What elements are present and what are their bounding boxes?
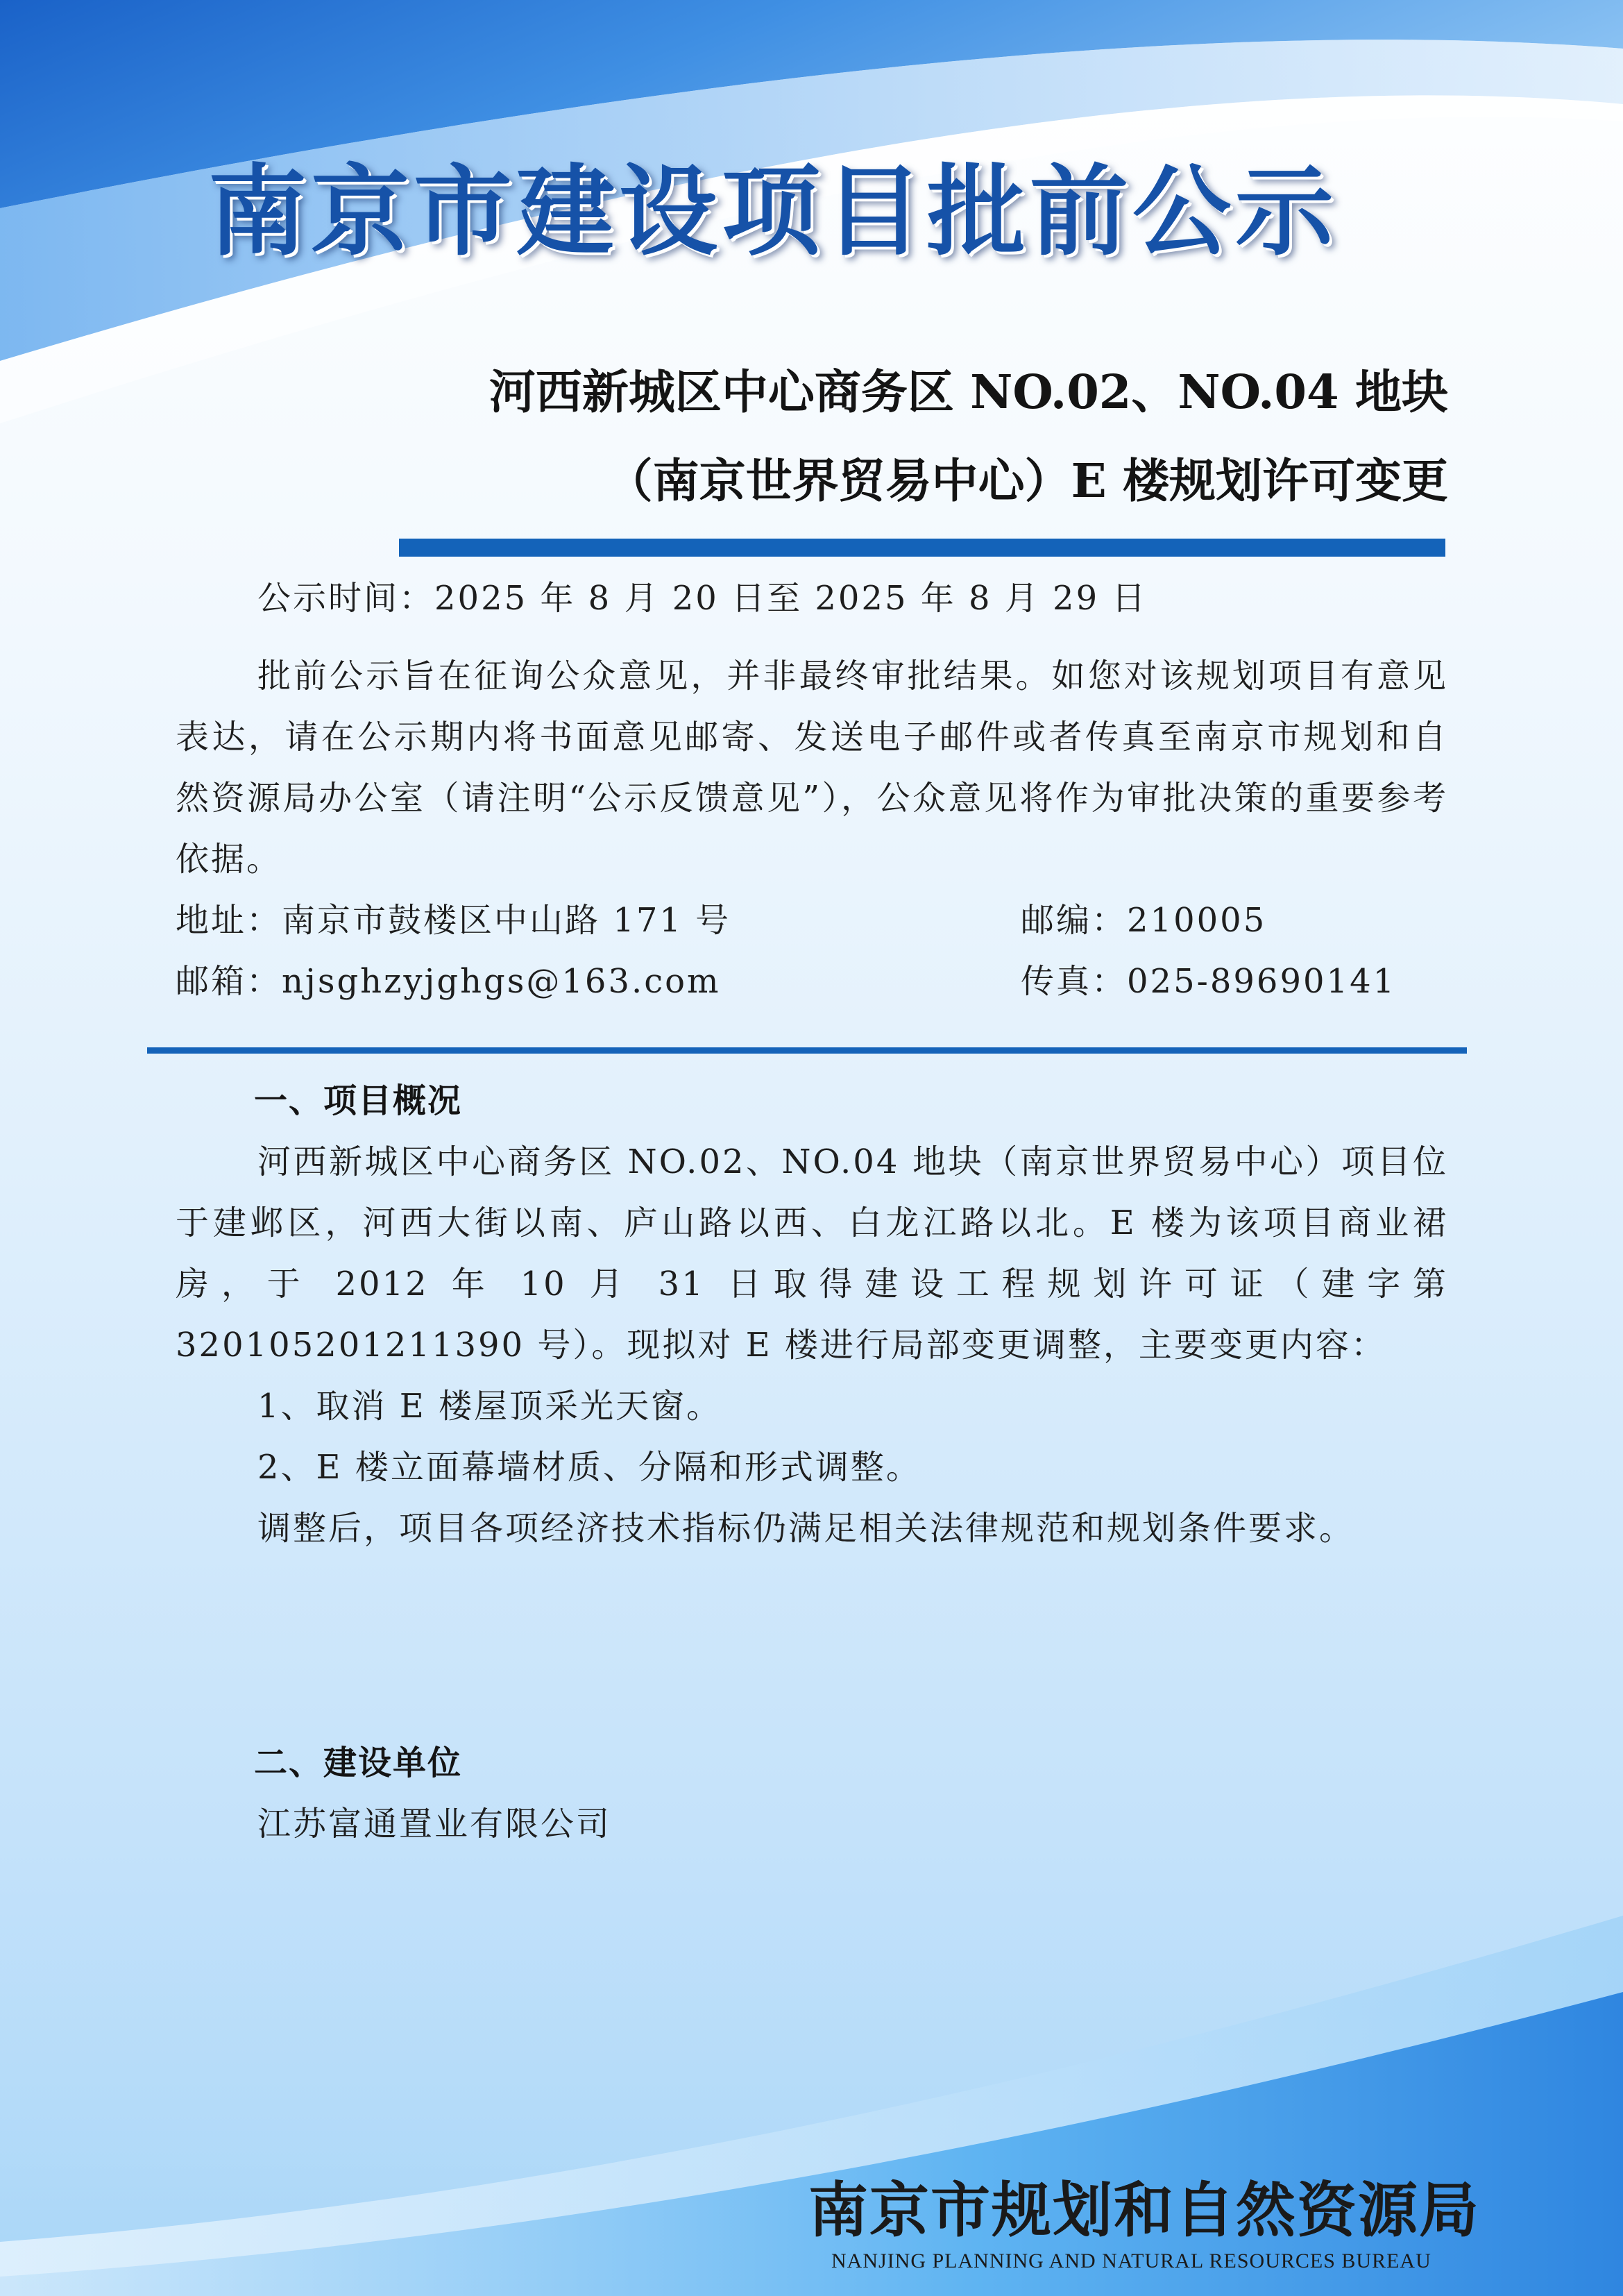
email-link[interactable]: njsghzyjghgs@163.com — [282, 962, 721, 1001]
project-title-line-1: 河西新城区中心商务区 NO.02、NO.04 地块 — [488, 364, 1448, 419]
address-value: 南京市鼓楼区中山路 171 号 — [282, 901, 731, 940]
fax-label: 传真： — [1021, 962, 1128, 1001]
bureau-name-cn: 南京市规划和自然资源局 — [808, 2175, 1480, 2245]
overview-body: 河西新城区中心商务区 NO.02、NO.04 地块（南京世界贸易中心）项目位于建邺区，河西大街以南、庐山路以西、白龙江路以北。E 楼为该项目商业裙房，于 2012 年 10 月 31 日取得建设工程规划许可证（建字第 320105201211390 号）。现拟对 E 楼进行局部变更调整，主要变更内容： — [176, 1142, 1448, 1365]
address-row — [176, 890, 731, 951]
email-row — [176, 951, 721, 1012]
developer-name: 江苏富通置业有限公司 — [257, 1805, 612, 1843]
project-title-line-2: （南京世界贸易中心）E 楼规划许可变更 — [606, 453, 1448, 508]
email-label: 邮箱： — [176, 962, 282, 1001]
title-divider — [399, 539, 1445, 557]
page-title: 南京市建设项目批前公示 — [208, 154, 1338, 269]
address-label: 地址： — [176, 901, 282, 940]
fax-row — [1021, 951, 1396, 1012]
change-item-2: 2、E 楼立面幕墙材质、分隔和形式调整。 — [257, 1448, 921, 1487]
notice-period: 公示时间：2025 年 8 月 20 日至 2025 年 8 月 29 日 — [257, 579, 1148, 618]
bureau-name-en: NANJING PLANNING AND NATURAL RESOURCES BUREAU — [831, 2249, 1431, 2272]
section-heading-developer: 二、建设单位 — [254, 1744, 463, 1782]
postcode-row — [1021, 890, 1266, 951]
postcode-label: 邮编： — [1021, 901, 1128, 940]
fax-value: 025-89690141 — [1127, 962, 1397, 1001]
change-item-1: 1、取消 E 楼屋顶采光天窗。 — [257, 1387, 722, 1426]
overview-conclusion: 调整后，项目各项经济技术指标仍满足相关法律规范和规划条件要求。 — [257, 1509, 1355, 1548]
section-divider — [147, 1047, 1467, 1054]
section-heading-overview: 一、项目概况 — [254, 1081, 463, 1120]
postcode-value: 210005 — [1127, 901, 1267, 940]
notice-intro: 批前公示旨在征询公众意见，并非最终审批结果。如您对该规划项目有意见表达，请在公示期内将书面意见邮寄、发送电子邮件或者传真至南京市规划和自然资源局办公室（请注明“公示反馈意见”），公众意见将作为审批决策的重要参考依据。 — [176, 657, 1448, 879]
